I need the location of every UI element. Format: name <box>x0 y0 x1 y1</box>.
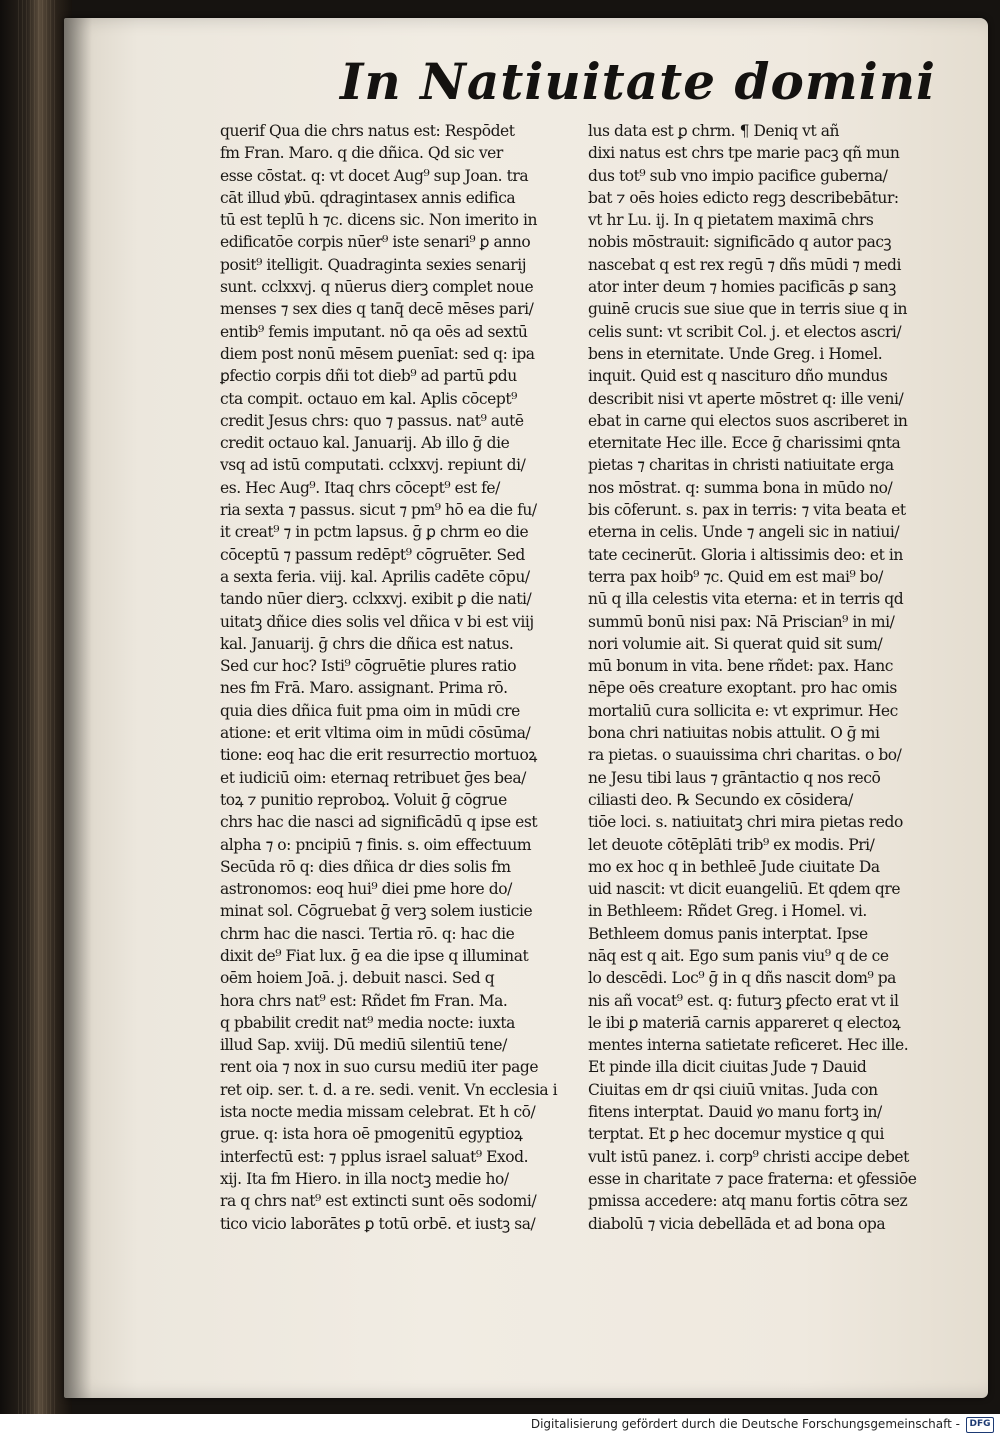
footer-bar <box>0 1414 1000 1438</box>
text-line: fm Fran. Maro. q die dñica. Qd sic ver <box>220 144 503 163</box>
text-line: lo descēdi. Loc⁹ ḡ in q dñs nascit dom⁹ pa <box>588 969 896 988</box>
text-line: nū q illa celestis vita eterna: et in terris qd <box>588 590 904 609</box>
text-line: tate cecinerūt. Gloria i altissimis deo: et in <box>588 545 903 564</box>
text-line: describit nisi vt aperte mōstret q: ille veni/ <box>588 389 904 408</box>
text-line: it creat⁹ ⁊ in pctm lapsus. ḡ ꝑ chrm eo die <box>220 523 529 542</box>
text-line: alpha ⁊ o: pncipiū ⁊ finis. s. oim effectuum <box>220 835 532 854</box>
text-line: cōceptū ⁊ passum redēpt⁹ cōgruēter. Sed <box>220 545 525 564</box>
text-line: esse in charitate ⁊ pace fraterna: et ꝯfessiōe <box>588 1169 917 1188</box>
text-line: rent oia ⁊ nox in suo cursu mediū iter page <box>220 1058 539 1077</box>
text-line: cāt illud ꝟbū. qdragintasex annis edifica <box>220 188 516 207</box>
text-line: ista nocte media missam celebrat. Et h cō/ <box>220 1103 536 1122</box>
text-line: inquit. Quid est q nascituro dño mundus <box>588 367 888 386</box>
text-line: tū est teplū h ⁊c. dicens sic. Non imerito in <box>220 211 537 230</box>
text-line: ebat in carne qui electos suos ascriberet in <box>588 411 908 430</box>
text-line: mentes interna satietate reficeret. Hec ille. <box>588 1036 909 1055</box>
text-line: mū bonum in vita. bene rñdet: pax. Hanc <box>588 657 894 676</box>
text-line: nascebat q est rex regū ⁊ dñs mūdi ⁊ medi <box>588 255 901 274</box>
text-line: pietas ⁊ charitas in christi natiuitate erga <box>588 456 894 475</box>
page-edges-texture <box>18 0 58 1414</box>
text-line: vult istū panez. i. corp⁹ christi accipe debet <box>588 1147 909 1166</box>
text-line: tiōe loci. s. natiuitatꝫ chri mira pietas redo <box>588 813 903 832</box>
text-line: ra pietas. o suauissima chri charitas. o bo/ <box>588 746 902 765</box>
text-line: uitatꝫ dñice dies solis vel dñica v bi est viij <box>220 612 534 631</box>
text-line: illud Sap. xviij. Dū mediū silentiū tene/ <box>220 1036 507 1055</box>
text-line: q pbabilit credit nat⁹ media nocte: iuxta <box>220 1013 515 1032</box>
text-line: Secūda rō q: dies dñica dr dies solis fm <box>220 857 511 876</box>
text-line: edificatōe corpis nūer⁹ iste senari⁹ ꝑ anno <box>220 233 531 252</box>
text-line: credit octauo kal. Januarij. Ab illo ḡ die <box>220 434 510 453</box>
text-line: pmissa accedere: atq manu fortis cōtra sez <box>588 1192 908 1211</box>
text-line: nis añ vocat⁹ est. q: futurꝫ ꝑfecto erat vt il <box>588 991 899 1010</box>
text-line: Bethleem domus panis interptat. Ipse <box>588 924 868 943</box>
text-line: ra q chrs nat⁹ est extincti sunt oēs sodomi/ <box>220 1192 537 1211</box>
text-line: minat sol. Cōgruebat ḡ verꝫ solem iusticie <box>220 902 533 921</box>
text-line: ꝑfectio corpis dñi tot dieb⁹ ad partū ꝑdu <box>220 367 517 386</box>
text-line: querif Qua die chrs natus est: Respōdet <box>220 122 515 140</box>
text-line: xij. Ita fm Hiero. in illa noctꝫ medie ho/ <box>220 1169 509 1188</box>
text-line: toꝝ ⁊ punitio reproboꝝ. Voluit ḡ cōgrue <box>220 790 507 809</box>
text-line: eterna in celis. Unde ⁊ angeli sic in natiui/ <box>588 523 900 542</box>
text-line: ret oip. ser. t. d. a re. sedi. venit. Vn ecclesia i <box>220 1080 558 1099</box>
text-line: cta compit. octauo em kal. Aplis cōcept⁹ <box>220 389 517 408</box>
text-line: mortaliū cura sollicita e: vt exprimur. Hec <box>588 701 898 720</box>
text-column-left <box>220 120 580 1235</box>
text-line: tico vicio laborātes ꝑ totū orbē. et iustꝫ sa/ <box>220 1214 536 1233</box>
text-line: ator inter deum ⁊ homies pacificās ꝑ sanꝫ <box>588 278 896 297</box>
text-line: interfectū est: ⁊ pplus israel saluat⁹ Exod. <box>220 1147 529 1166</box>
text-line: astronomos: eoq hui⁹ diei pme hore do/ <box>220 880 512 899</box>
text-line: kal. Januarij. ḡ chrs die dñica est natus. <box>220 634 514 653</box>
spine-shadow <box>64 18 92 1398</box>
text-line: et iudiciū oim: eternaq retribuet ḡes bea/ <box>220 768 526 787</box>
text-line: le ibi ꝑ materiā carnis appareret q electoꝝ <box>588 1013 901 1032</box>
text-line: chrs hac die nasci ad significādū q ipse est <box>220 813 538 832</box>
text-line: menses ⁊ sex dies q tanq̄ decē mēses pari/ <box>220 300 534 319</box>
text-line: atione: et erit vltima oim in mūdi cōsūma/ <box>220 724 531 743</box>
text-line: fitens interptat. Dauid ꝟo manu fortꝫ in/ <box>588 1103 882 1122</box>
text-line: a sexta feria. viij. kal. Aprilis cadēte cōpu/ <box>220 567 530 586</box>
text-line: grue. q: ista hora oē pmogenitū egyptioꝝ <box>220 1125 523 1144</box>
text-line: vsq ad istū computati. cclxxvj. repiunt di/ <box>220 456 526 475</box>
text-line: nēpe oēs creature exoptant. pro hac omis <box>588 679 897 698</box>
text-line: in Bethleem: Rñdet Greg. i Homel. vi. <box>588 902 867 921</box>
text-line: diem post nonū mēsem ꝑuenīat: sed q: ipa <box>220 344 535 363</box>
text-line: dixit de⁹ Fiat lux. ḡ ea die ipse q illuminat <box>220 946 529 965</box>
text-line: es. Hec Aug⁹. Itaq chrs cōcept⁹ est fe/ <box>220 478 500 497</box>
text-line: quia dies dñica fuit pma oim in mūdi cre <box>220 701 520 720</box>
text-line: bat ⁊ oēs hoies edicto regꝫ describebātur: <box>588 188 899 207</box>
text-line: Et pinde illa dicit ciuitas Jude ⁊ Dauid <box>588 1058 867 1077</box>
text-line: guinē crucis sue siue que in terris siue q in <box>588 300 908 319</box>
text-line: nāq est q ait. Ego sum panis viu⁹ q de ce <box>588 946 889 965</box>
text-line: summū bonū nisi pax: Nā Priscian⁹ in mi/ <box>588 612 895 631</box>
text-line: hora chrs nat⁹ est: Rñdet fm Fran. Ma. <box>220 991 508 1010</box>
text-line: ciliasti deo. ℞ Secundo ex cōsidera/ <box>588 790 853 809</box>
funding-credit: Digitalisierung gefördert durch die Deutsche Forschungsgemeinschaft - <box>530 1417 960 1431</box>
text-line: mo ex hoc q in bethleē Jude ciuitate Da <box>588 857 880 876</box>
text-line: tando nūer dierꝫ. cclxxvj. exibit ꝑ die nati/ <box>220 590 532 609</box>
text-line: sunt. cclxxvj. q nūerus dierꝫ complet noue <box>220 278 534 297</box>
text-line: terptat. Et ꝑ hec docemur mystice q qui <box>588 1125 884 1144</box>
text-line: bis cōferunt. s. pax in terris: ⁊ vita beata et <box>588 501 906 520</box>
text-line: posit⁹ itelligit. Quadraginta sexies senarij <box>220 255 527 274</box>
text-line: entib⁹ femis imputant. nō qa oēs ad sextū <box>220 322 528 341</box>
text-line: credit Jesus chrs: quo ⁊ passus. nat⁹ autē <box>220 411 524 430</box>
dfg-logo: DFG <box>966 1417 994 1433</box>
text-line: celis sunt: vt scribit Col. j. et electos ascri/ <box>588 322 902 341</box>
text-line: dixi natus est chrs tpe marie pacꝫ qñ mun <box>588 144 900 163</box>
text-line: nori volumie ait. Si querat quid sit sum/ <box>588 634 883 653</box>
text-line: chrm hac die nasci. Tertia rō. q: hac die <box>220 924 515 943</box>
text-line: bens in eternitate. Unde Greg. i Homel. <box>588 344 883 363</box>
text-line: eternitate Hec ille. Ecce ḡ charissimi qnta <box>588 434 901 453</box>
text-line: lus data est ꝑ chrm. ¶ Deniq vt añ <box>588 122 840 140</box>
text-line: bona chri natiuitas nobis attulit. O ḡ mi <box>588 724 880 743</box>
page-headline: In Natiuitate domini <box>340 52 937 111</box>
book-edge <box>0 0 72 1414</box>
text-line: ne Jesu tibi laus ⁊ grāntactio q nos recō <box>588 768 881 787</box>
text-line: nos mōstrat. q: summa bona in mūdo no/ <box>588 478 893 497</box>
text-line: oēm hoiem Joā. j. debuit nasci. Sed q <box>220 969 495 988</box>
text-line: nobis mōstrauit: significādo q autor pacꝫ <box>588 233 892 252</box>
text-line: vt hr Lu. ij. In q pietatem maximā chrs <box>588 211 874 230</box>
text-line: diabolū ⁊ vicia debellāda et ad bona opa <box>588 1214 886 1233</box>
text-line: tione: eoq hac die erit resurrectio mortuoꝝ <box>220 746 537 765</box>
text-line: terra pax hoib⁹ ⁊c. Quid em est mai⁹ bo/ <box>588 567 883 586</box>
text-line: nes fm Frā. Maro. assignant. Prima rō. <box>220 679 508 698</box>
text-line: esse cōstat. q: vt docet Aug⁹ sup Joan. tra <box>220 166 529 185</box>
text-line: let deuote cōtēplāti trib⁹ ex modis. Pri/ <box>588 835 875 854</box>
text-column-right <box>588 120 944 1235</box>
text-line: uid nascit: vt dicit euangeliū. Et qdem qre <box>588 880 901 899</box>
text-line: Sed cur hoc? Isti⁹ cōgruētie plures ratio <box>220 657 517 676</box>
text-line: ria sexta ⁊ passus. sicut ⁊ pm⁹ hō ea die fu/ <box>220 501 537 520</box>
text-line: Ciuitas em dr qsi ciuiū vnitas. Juda con <box>588 1080 878 1099</box>
text-line: dus tot⁹ sub vno impio pacifice guberna/ <box>588 166 888 185</box>
